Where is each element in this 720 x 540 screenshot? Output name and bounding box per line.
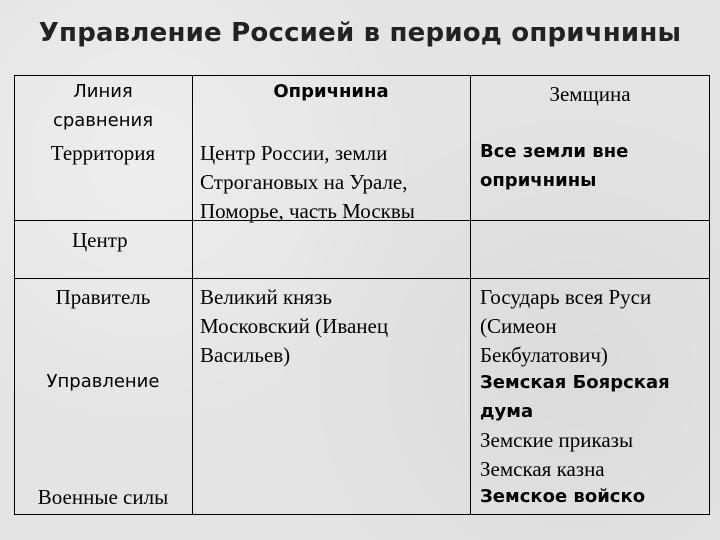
military-zemshchina: Земское войско: [480, 486, 646, 507]
header-zemshchina: Земщина: [549, 82, 631, 106]
table-border-top: [14, 75, 710, 76]
territory-zemshchina-line-2: опричнины: [480, 170, 597, 191]
ruler-oprichnina-line-3: Васильев): [200, 343, 291, 367]
row-label-governance: Управление: [46, 371, 160, 392]
table-divider-2: [470, 75, 471, 515]
header-comparison-line-2: сравнения: [52, 110, 154, 131]
territory-oprichnina-line-2: Строгановых на Урале,: [200, 170, 408, 194]
ruler-oprichnina-line-2: Московский (Иванец: [200, 314, 389, 338]
header-comparison-line-1: Линия: [73, 81, 133, 102]
table-border-bottom: [14, 514, 710, 515]
table-divider-1: [192, 75, 193, 515]
comparison-table: [14, 75, 710, 515]
ruler-zemshchina-line-3: Бекбулатович): [480, 343, 608, 367]
governance-zemshchina-line-3: Земские приказы: [480, 428, 634, 452]
row-label-ruler: Правитель: [55, 285, 151, 309]
table-border-right: [709, 75, 710, 515]
ruler-zemshchina-line-1: Государь всея Руси: [480, 285, 652, 309]
row-divider-ruler-top: [14, 278, 710, 279]
row-label-territory: Территория: [50, 141, 156, 165]
ruler-zemshchina-line-2: (Симеон: [480, 314, 557, 338]
header-oprichnina: Опричнина: [273, 81, 389, 102]
governance-zemshchina-line-2: дума: [480, 401, 534, 422]
territory-zemshchina-line-1: Все земли вне: [480, 141, 629, 162]
territory-oprichnina-line-3: Поморье, часть Москвы: [200, 199, 415, 223]
row-label-center: Центр: [72, 228, 128, 252]
ruler-oprichnina-line-1: Великий князь: [200, 285, 332, 309]
territory-oprichnina-line-1: Центр России, земли: [200, 141, 388, 165]
row-label-military: Военные силы: [37, 485, 169, 509]
governance-zemshchina-line-4: Земская казна: [480, 457, 605, 481]
page-title: Управление Россией в период опричнины: [38, 18, 682, 48]
governance-zemshchina-line-1: Земская Боярская: [480, 372, 670, 393]
